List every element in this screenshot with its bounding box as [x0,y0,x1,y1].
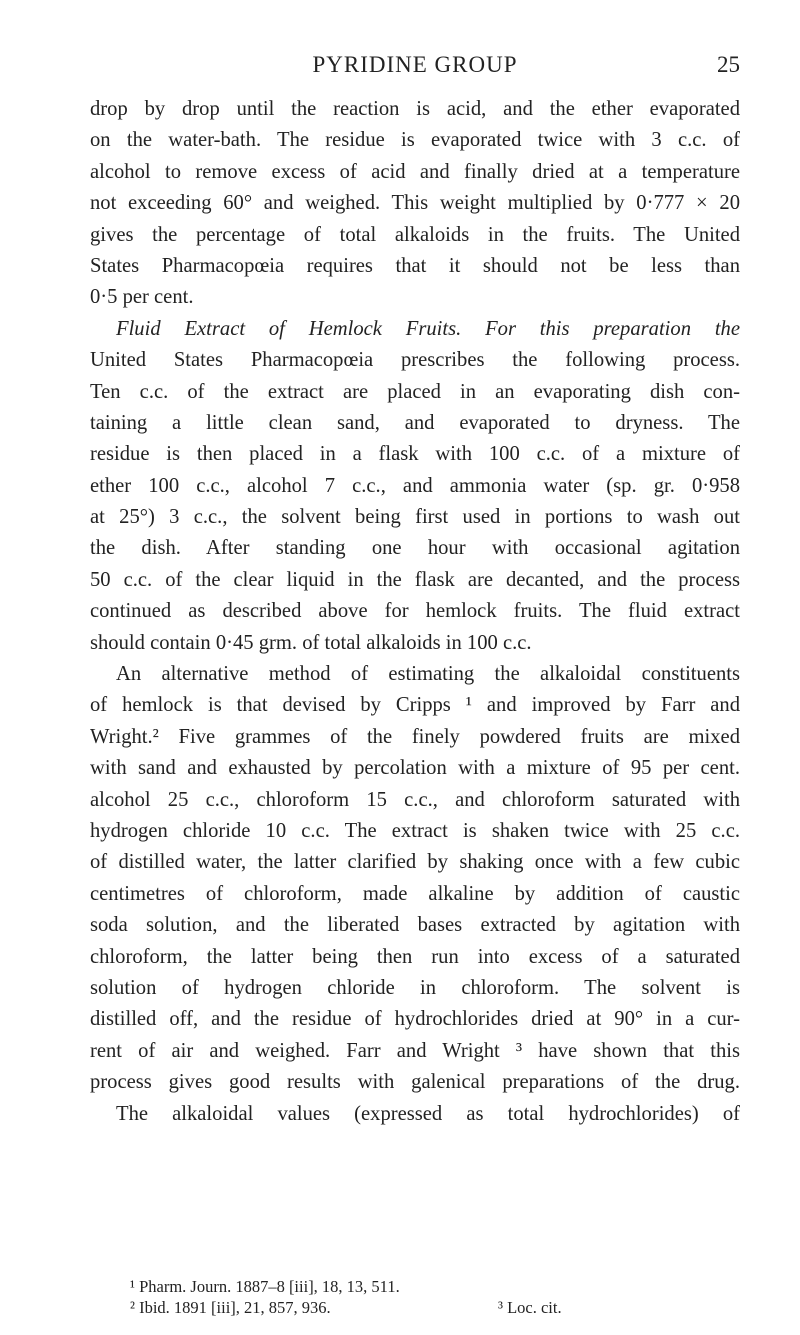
body-line: taining a little clean sand, and evaporated to dryness. The [90,411,740,434]
body-line: drop by drop until the reaction is acid, and the ether evaporated [90,98,740,120]
body-line: United States Pharmacopœia prescribes the following process. [90,349,740,372]
footnote-2-row [130,1297,740,1318]
body-line: 50 c.c. of the clear liquid in the flask are decanted, and the process [90,568,740,591]
body-line: process gives good results with galenical preparations of the drug. [90,1071,740,1094]
body-line: continued as described above for hemlock fruits. The fluid extract [90,600,740,623]
body-line: residue is then placed in a flask with 100 c.c. of a mixture of [90,443,740,466]
body-line: not exceeding 60° and weighed. This weight multiplied by 0·777 × 20 [90,192,740,215]
body-line: soda solution, and the liberated bases extracted by agitation with [90,914,740,937]
body-line: of distilled water, the latter clarified by shaking once with a few cubic [90,851,740,874]
footnote-3: ³ Loc. cit. [498,1298,562,1317]
page-number: 25 [717,52,740,77]
body-line: on the water-bath. The residue is evaporated twice with 3 c.c. of [90,129,740,152]
body-line: rent of air and weighed. Farr and Wright ³ have shown that this [90,1039,740,1062]
footnotes [130,1276,740,1318]
body-line: solution of hydrogen chloride in chloroform. The solvent is [90,976,740,999]
body-line: with sand and exhausted by percolation with a mixture of 95 per cent. [90,757,740,780]
body-line: should contain 0·45 grm. of total alkaloids in 100 c.c. [90,631,532,654]
body-line: the dish. After standing one hour with occasional agitation [90,537,740,560]
body-line: Ten c.c. of the extract are placed in an evaporating dish con- [90,380,740,403]
body-line: An alternative method of estimating the alkaloidal constituents [116,663,740,686]
body-line: 0·5 per cent. [90,286,194,309]
body-line: hydrogen chloride 10 c.c. The extract is shaken twice with 25 c.c. [90,819,740,842]
body-line: States Pharmacopœia requires that it should not be less than [90,254,740,277]
running-title: PYRIDINE GROUP [312,52,518,77]
body-line: gives the percentage of total alkaloids in the fruits. The United [90,223,740,246]
body-line: at 25°) 3 c.c., the solvent being first used in portions to wash out [90,506,740,529]
body-line: centimetres of chloroform, made alkaline by addition of caustic [90,882,740,905]
body-line: The alkaloidal values (expressed as total hydrochlorides) of [116,1102,740,1125]
section-heading-line: Fluid Extract of Hemlock Fruits. For this preparation the [116,317,740,340]
running-header [90,52,740,86]
body-line: of hemlock is that devised by Cripps ¹ and improved by Farr and [90,694,740,717]
body-line: Wright.² Five grammes of the finely powdered fruits are mixed [90,725,740,748]
page-body [90,94,740,1130]
body-line: distilled off, and the residue of hydrochlorides dried at 90° in a cur- [90,1008,740,1031]
body-line: chloroform, the latter being then run into excess of a saturated [90,945,740,968]
body-line: ether 100 c.c., alcohol 7 c.c., and ammonia water (sp. gr. 0·958 [90,474,740,497]
footnote-2: ² Ibid. 1891 [iii], 21, 857, 936. [130,1298,331,1317]
footnote-1: ¹ Pharm. Journ. 1887–8 [iii], 18, 13, 511. [130,1277,400,1296]
body-line: alcohol to remove excess of acid and finally dried at a temperature [90,160,740,183]
body-line: alcohol 25 c.c., chloroform 15 c.c., and chloroform saturated with [90,788,740,811]
